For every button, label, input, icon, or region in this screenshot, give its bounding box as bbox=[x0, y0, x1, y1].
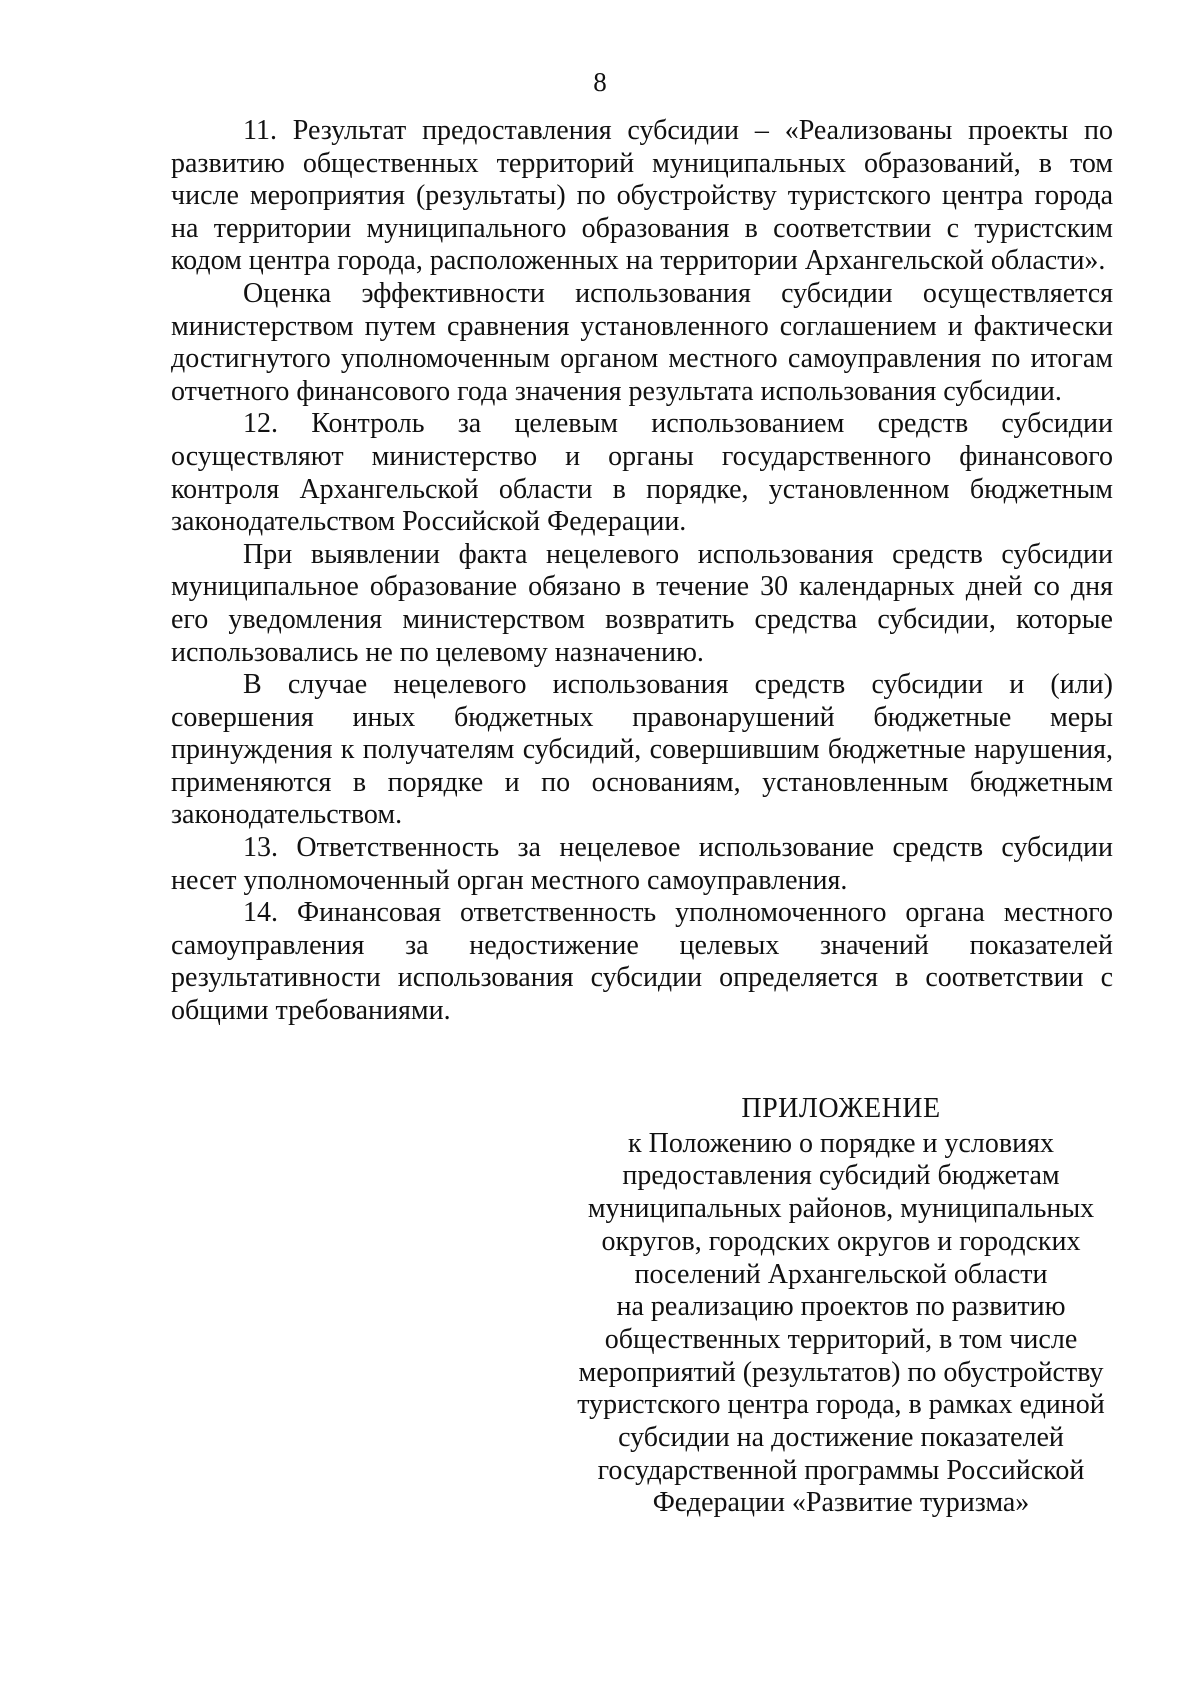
appendix-line: муниципальных районов, муниципальных bbox=[587, 1193, 1095, 1225]
appendix-line: Федерации «Развитие туризма» bbox=[652, 1487, 1030, 1519]
appendix-line: округов, городских округов и городских bbox=[601, 1225, 1081, 1257]
document-body bbox=[171, 115, 1113, 1028]
appendix-text bbox=[572, 1128, 1110, 1520]
paragraph-14-financial-responsibility: 14. Финансовая ответственность уполномоченного органа местного самоуправления за недостижение целевых значений показателей результативности использования субсидии определяется в соответствии с общими требованиями. bbox=[171, 897, 1113, 1027]
appendix-block bbox=[572, 1093, 1110, 1520]
paragraph-11-result: 11. Результат предоставления субсидии – «Реализованы проекты по развитию общественных территорий муниципальных образований, в том числе мероприятия (результаты) по обустройству туристского центра города на территории муниципального образования в соответствии с туристским кодом центра города, расположенных на территории Архангельской области». bbox=[171, 115, 1113, 277]
appendix-line: поселений Архангельской области bbox=[634, 1258, 1048, 1290]
appendix-line: предоставления субсидий бюджетам bbox=[622, 1160, 1060, 1192]
appendix-line: на реализацию проектов по развитию bbox=[616, 1291, 1066, 1323]
appendix-line: туристского центра города, в рамках единой bbox=[577, 1389, 1105, 1421]
appendix-line: общественных территорий, в том числе bbox=[604, 1323, 1078, 1355]
page-number: 8 bbox=[593, 67, 607, 97]
paragraph-13-responsibility: 13. Ответственность за нецелевое использование средств субсидии несет уполномоченный орган местного самоуправления. bbox=[171, 832, 1113, 896]
paragraph-misuse-refund: При выявлении факта нецелевого использования средств субсидии муниципальное образование обязано в течение 30 календарных дней со дня его уведомления министерством возвратить средства субсидии, которые использовались не по целевому назначению. bbox=[171, 538, 1113, 668]
paragraph-efficiency-assessment: Оценка эффективности использования субсидии осуществляется министерством путем сравнения установленного соглашением и фактически достигнутого уполномоченным органом местного самоуправления по итогам отчетного финансового года значения результата использования субсидии. bbox=[171, 277, 1113, 407]
appendix-line: государственной программы Российской bbox=[597, 1454, 1085, 1486]
appendix-title: ПРИЛОЖЕНИЕ bbox=[741, 1093, 941, 1124]
appendix-line: к Положению о порядке и условиях bbox=[628, 1127, 1054, 1159]
paragraph-12-control: 12. Контроль за целевым использованием средств субсидии осуществляют министерство и органы государственного финансового контроля Архангельской области в порядке, установленном бюджетным законодательством Российской Федерации. bbox=[171, 408, 1113, 538]
appendix-line: субсидии на достижение показателей bbox=[618, 1422, 1064, 1454]
appendix-line: мероприятий (результатов) по обустройству bbox=[578, 1356, 1104, 1388]
paragraph-enforcement-measures: В случае нецелевого использования средств субсидии и (или) совершения иных бюджетных правонарушений бюджетные меры принуждения к получателям субсидий, совершившим бюджетные нарушения, применяются в порядке и по основаниям, установленным бюджетным законодательством. bbox=[171, 669, 1113, 831]
